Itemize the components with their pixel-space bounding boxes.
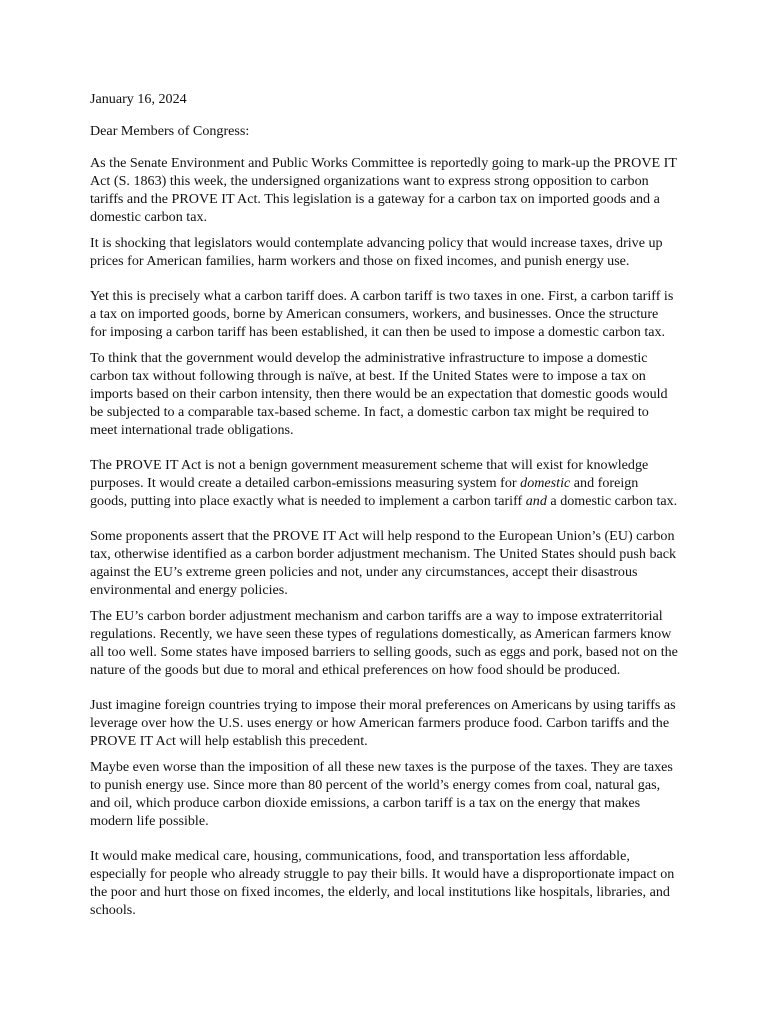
paragraph-7: The EU’s carbon border adjustment mechanism and carbon tariffs are a way to impose extraterritorial regulations. Recently, we have seen these types of regulations domestically, as American farmers know all too well. Some states have imposed barriers to selling goods, such as eggs and pork, based not on the nature of the goods but due to moral and ethical preferences on how food should be produced. <box>90 608 678 678</box>
paragraph-3: Yet this is precisely what a carbon tariff does. A carbon tariff is two taxes in one. First, a carbon tariff is a tax on imported goods, borne by American consumers, workers, and businesses. Once the structure for imposing a carbon tariff has been established, it can then be used to impose a domestic carbon tax. <box>90 288 674 340</box>
paragraph-9: Maybe even worse than the imposition of all these new taxes is the purpose of the taxes. They are taxes to punish energy use. Since more than 80 percent of the world’s energy comes from coal, natural gas, and oil, which produce carbon dioxide emissions, a carbon tariff is a tax on the energy that makes modern life possible. <box>90 759 673 829</box>
emphasis-and: and <box>525 493 547 509</box>
paragraph-1: As the Senate Environment and Public Works Committee is reportedly going to mark-up the PROVE IT Act (S. 1863) this week, the undersigned organizations want to express strong opposition to carbon tariffs and the PROVE IT Act. This legislation is a gateway for a carbon tax on imported goods and a domestic carbon tax. <box>90 155 677 225</box>
paragraph-5-part-b: and foreign goods, putting into place exactly what is needed to implement a carbon tariff <box>90 475 639 509</box>
paragraph-5-part-c: a domestic carbon tax. <box>546 493 678 509</box>
paragraph-10: It would make medical care, housing, communications, food, and transportation less affordable, especially for people who already struggle to pay their bills. It would have a disproportionate impact on the poor and hurt those on fixed incomes, the elderly, and local institutions like hospitals, libraries, and schools. <box>90 848 675 918</box>
paragraph-6: Some proponents assert that the PROVE IT Act will help respond to the European Union’s (EU) carbon tax, otherwise identified as a carbon border adjustment mechanism. The United States should push back against the EU’s extreme green policies and not, under any circumstances, accept their disastrous environmental and energy policies. <box>90 528 677 598</box>
paragraph-5 <box>90 456 678 510</box>
emphasis-domestic: domestic <box>520 475 571 491</box>
salutation: Dear Members of Congress: <box>90 123 250 139</box>
paragraph-5-part-a: The PROVE IT Act is not a benign government measurement scheme that will exist for knowledge purposes. It would create a detailed carbon-emissions measuring system for <box>90 457 649 491</box>
paragraph-2: It is shocking that legislators would contemplate advancing policy that would increase taxes, drive up prices for American families, harm workers and those on fixed incomes, and punish energy use. <box>90 235 663 269</box>
letter-date: January 16, 2024 <box>90 91 187 107</box>
paragraph-4: To think that the government would develop the administrative infrastructure to impose a domestic carbon tax without following through is naïve, at best. If the United States were to impose a tax on imports based on their carbon intensity, then there would be an expectation that domestic goods would be subjected to a comparable tax-based scheme. In fact, a domestic carbon tax might be required to meet international trade obligations. <box>90 350 668 438</box>
paragraph-8: Just imagine foreign countries trying to impose their moral preferences on Americans by using tariffs as leverage over how the U.S. uses energy or how American farmers produce food. Carbon tariffs and the PROVE IT Act will help establish this precedent. <box>90 697 676 749</box>
